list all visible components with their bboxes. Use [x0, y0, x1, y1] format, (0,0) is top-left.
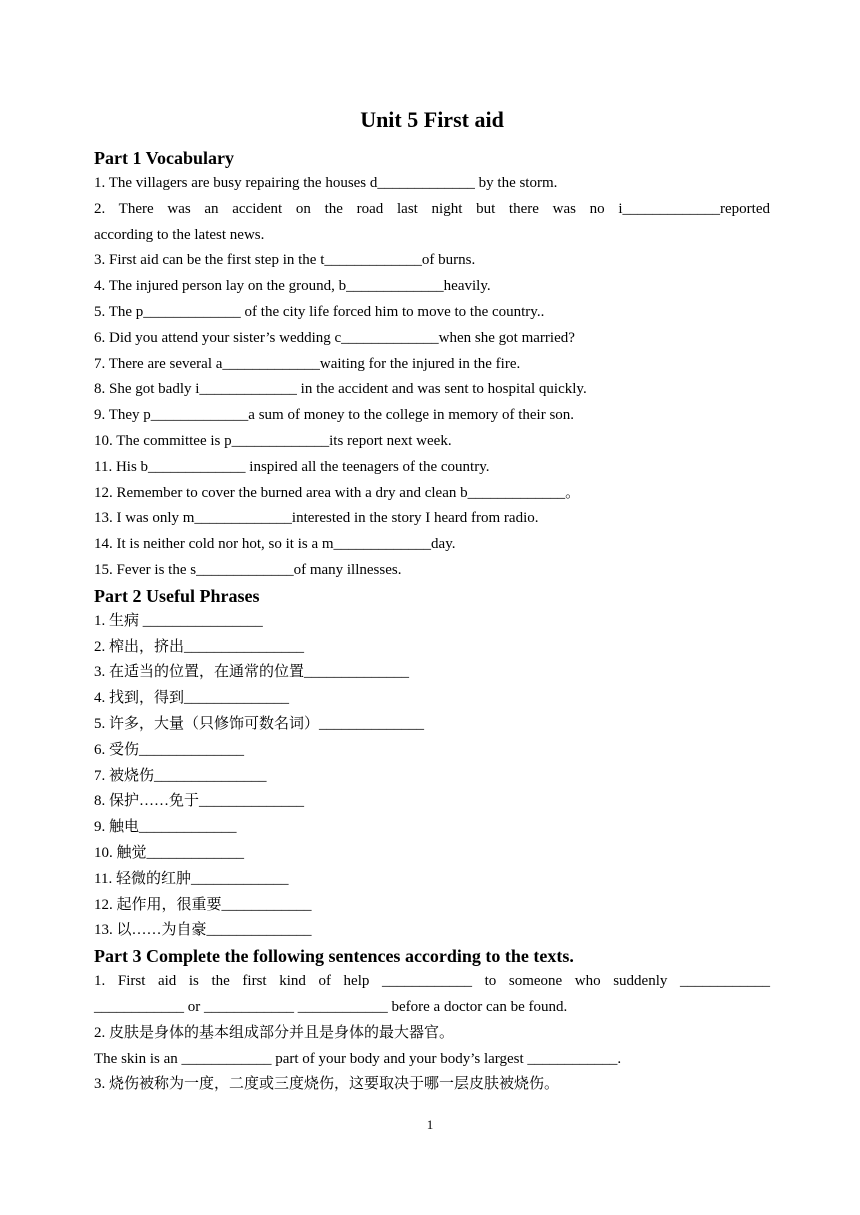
page-title: Unit 5 First aid [360, 107, 504, 132]
phrase-item: 5. 许多，大量（只修饰可数名词）______________ [94, 715, 425, 732]
phrase-item: 2. 榨出，挤出________________ [94, 638, 305, 655]
vocab-item: 9. They p_____________a sum of money to the college in memory of their son. [94, 407, 575, 424]
vocab-item: 5. The p_____________ of the city life forced him to move to the country.. [94, 303, 545, 320]
phrase-item: 11. 轻微的红肿_____________ [94, 870, 289, 887]
document-body [94, 146, 770, 1098]
phrase-item: 8. 保护……免于______________ [94, 793, 305, 810]
phrase-item: 10. 触觉_____________ [94, 844, 245, 861]
vocab-item: 7. There are several a_____________waiting for the injured in the fire. [94, 355, 521, 372]
vocab-item: 3. First aid can be the first step in the t_____________of burns. [94, 252, 476, 269]
sentence-item-continuation: ____________ or ____________ ____________ before a doctor can be found. [94, 998, 568, 1015]
part2-heading: Part 2 Useful Phrases [94, 585, 260, 606]
vocab-item: 1. The villagers are busy repairing the houses d_____________ by the storm. [94, 175, 558, 191]
vocab-item: 13. I was only m_____________interested in the story I heard from radio. [94, 510, 539, 527]
sentence-item-english: The skin is an ____________ part of your body and your body’s largest ____________. [94, 1050, 622, 1067]
vocab-item: 2. There was an accident on the road last night but there was no i_____________reported [94, 200, 770, 217]
vocab-item: 10. The committee is p_____________its report next week. [94, 432, 452, 449]
phrase-item: 6. 受伤______________ [94, 741, 245, 758]
page-number: 1 [426, 1117, 434, 1132]
phrase-item: 4. 找到，得到______________ [94, 690, 290, 707]
sentence-item-chinese: 3. 烧伤被称为一度，二度或三度烧伤，这要取决于哪一层皮肤被烧伤。 [94, 1076, 560, 1093]
sentence-item-chinese: 2. 皮肤是身体的基本组成部分并且是身体的最大器官。 [94, 1024, 455, 1041]
phrase-item: 3. 在适当的位置，在通常的位置______________ [94, 664, 410, 681]
phrase-item: 7. 被烧伤_______________ [94, 767, 267, 784]
sentence-item: 1. First aid is the first kind of help ____________ to someone who suddenly ____________ [94, 973, 770, 990]
vocab-item: 15. Fever is the s_____________of many illnesses. [94, 561, 402, 578]
vocab-item: 14. It is neither cold nor hot, so it is a m_____________day. [94, 536, 456, 553]
vocab-item: 12. Remember to cover the burned area with a dry and clean b_____________。 [94, 484, 581, 501]
phrase-item: 13. 以……为自豪______________ [94, 922, 312, 939]
vocab-item: 11. His b_____________ inspired all the teenagers of the country. [94, 458, 490, 475]
part3-heading: Part 3 Complete the following sentences according to the texts. [94, 946, 574, 967]
phrase-item: 1. 生病 ________________ [94, 612, 263, 629]
phrase-item: 12. 起作用，很重要____________ [94, 896, 312, 913]
phrase-item: 9. 触电_____________ [94, 819, 237, 836]
part1-heading: Part 1 Vocabulary [94, 148, 235, 168]
vocab-item: 4. The injured person lay on the ground, b_____________heavily. [94, 278, 491, 295]
vocab-item: 8. She got badly i_____________ in the accident and was sent to hospital quickly. [94, 381, 587, 398]
vocab-item: 6. Did you attend your sister’s wedding c_____________when she got married? [94, 329, 575, 346]
vocab-item-continuation: according to the latest news. [94, 226, 265, 243]
